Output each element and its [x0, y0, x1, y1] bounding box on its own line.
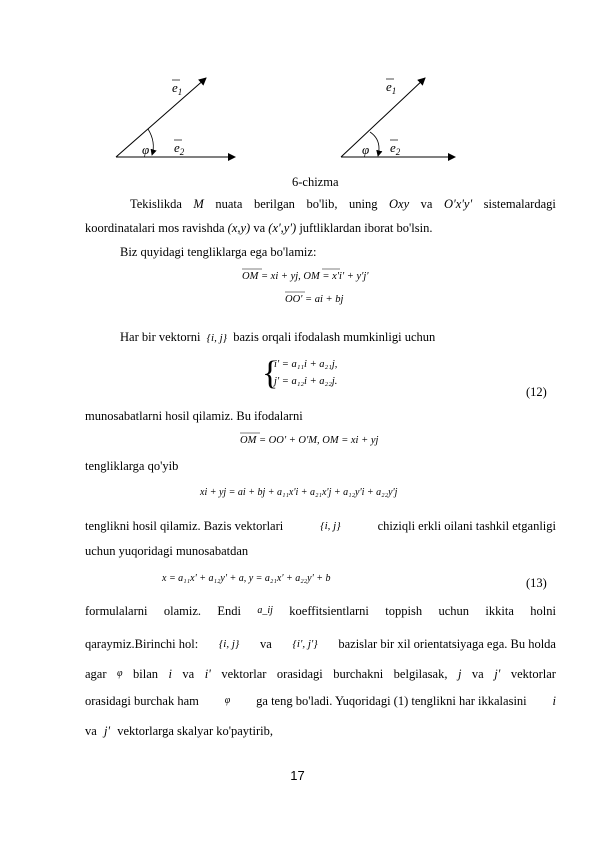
line-form: formulalarni olamiz. Endi a_ij koeffitsientlarni toppish uchun ikkita holni: [85, 604, 556, 618]
figure-6: [100, 70, 480, 170]
right-angle-arc: [370, 132, 379, 156]
svg-text:xi + yj = ai + bj + a₁₁x'i + a: xi + yj = ai + bj + a₁₁x'i + a₂₁x'j + a₁₂y'i + a₂₂y'j: [200, 487, 398, 498]
line-har: Har bir vektorni {i, j} bazis orqali ifodalash mumkinligi uchun: [120, 330, 436, 344]
svg-text:OO' = ai + bj: OO' = ai + bj: [285, 294, 344, 305]
left-angle-label: φ: [142, 142, 150, 157]
line-oras: orasidagi burchak ham φ ga teng bo'ladi. Yuqoridagi (1) tenglikni har ikkalasini i: [85, 694, 556, 708]
eq-long: [198, 481, 448, 501]
eq12-number: (12): [526, 385, 547, 399]
svg-text:OM = xi + yj, OM = x'i' + y'j: OM = xi + yj, OM = x'i' + y'j': [242, 271, 369, 282]
svg-text:OM = OO' + O'M, OM = xi + yj: OM = OO' + O'M, OM = xi + yj: [240, 435, 379, 446]
page-number: 17: [290, 768, 305, 783]
svg-text:x = a₁₁x' + a₁₂y' + a, y = a₂: x = a₁₁x' + a₁₂y' + a, y = a₂₁x' + a₂₂y' + b: [162, 573, 331, 584]
eq13-number: (13): [526, 576, 547, 590]
eq13: [160, 567, 460, 587]
left-diagram: [116, 78, 235, 157]
eq-sum: [238, 429, 408, 449]
figure-caption: 6-chizma: [292, 175, 339, 189]
right-e2-label: $e_2$: [390, 140, 401, 157]
left-e2-label: $e_2$: [174, 140, 185, 157]
line-tenglik: tenglikni hosil qilamiz. Bazis vektorlari {i, j} chiziqli erkli oilani tashkil etganligi: [85, 519, 556, 533]
eq-oo: [283, 288, 363, 308]
line-agar: agar φ bilan i va i' vektorlar orasidagi burchakni belgilasak, j va j' vektorlar: [85, 667, 556, 681]
para1-line1: Tekislikda M nuata berilgan bo'lib, uning Oxy va O'x'y' sistemalardagi: [130, 197, 556, 211]
line-va: va j' vektorlarga skalyar ko'paytirib,: [85, 724, 274, 738]
line-qaray: qaraymiz.Birinchi hol: {i, j} va {i', j'} bazislar bir xil orientatsiyaga ega. Bu holda: [85, 637, 556, 651]
line-uchun: uchun yuqoridagi munosabatdan: [85, 544, 249, 558]
right-diagram: [341, 78, 455, 157]
line-biz: Biz quyidagi tengliklarga ega bo'lamiz:: [120, 245, 317, 259]
right-e1-vector: [341, 78, 425, 157]
line-muno: munosabatlarni hosil qilamiz. Bu ifodalarni: [85, 409, 303, 423]
eq-om: [240, 265, 400, 285]
right-angle-label: φ: [362, 142, 370, 157]
line-teng: tengliklarga qo'yib: [85, 459, 179, 473]
left-e1-label: $e_1$: [172, 80, 183, 97]
left-e1-vector: [116, 78, 206, 157]
para1-line2: koordinatalari mos ravishda (x,y) va (x',y') juftliklardan iborat bo'lsin.: [85, 221, 433, 235]
right-e1-label: $e_1$: [386, 79, 397, 96]
